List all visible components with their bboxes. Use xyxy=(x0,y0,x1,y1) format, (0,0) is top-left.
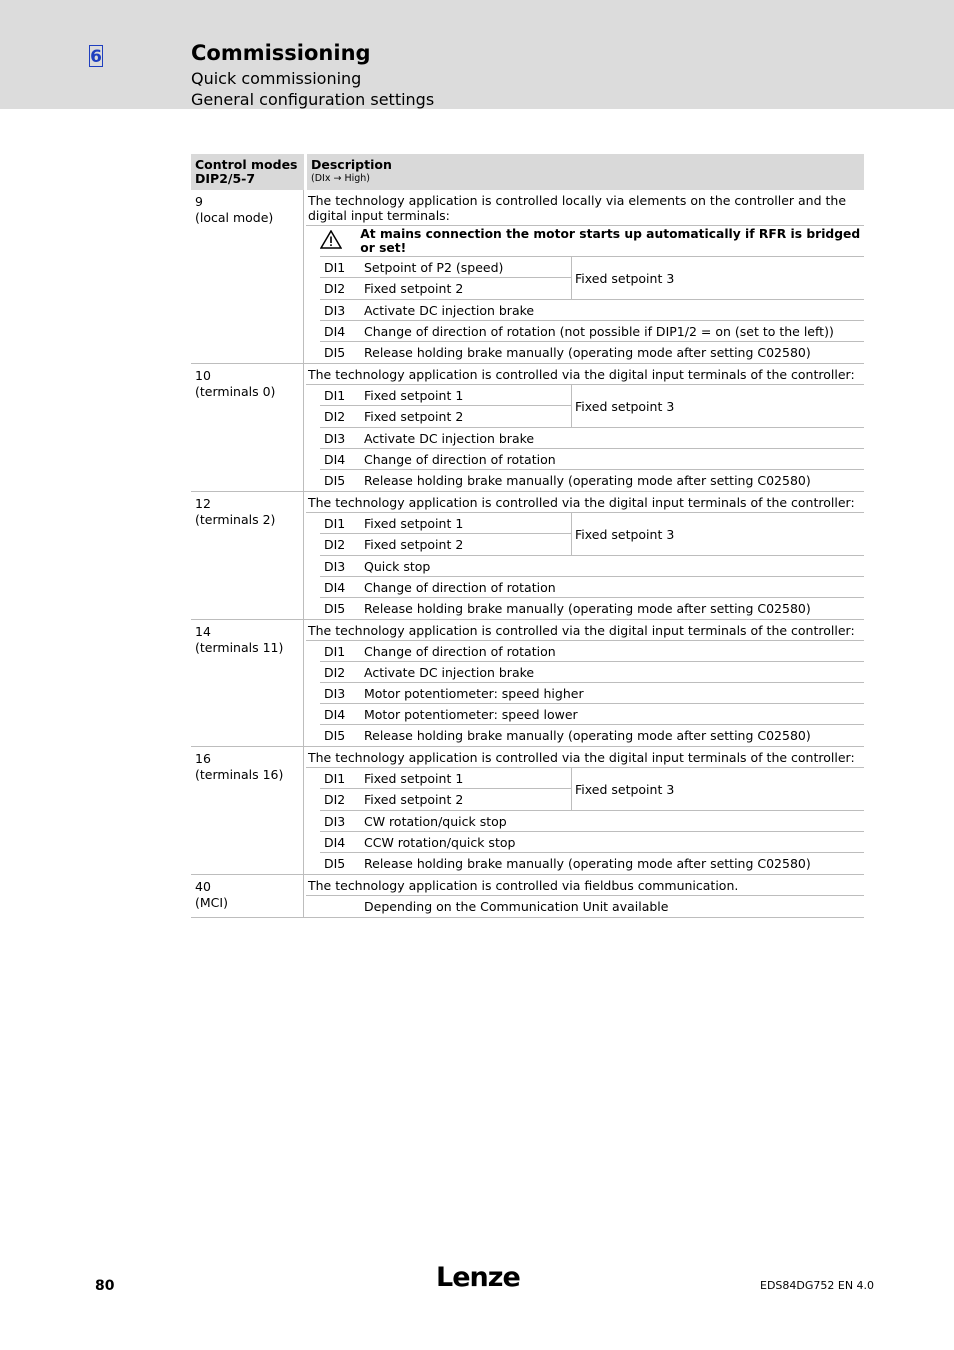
di-row: DI5 Release holding brake manually (operating mode after setting C02580) xyxy=(324,345,811,360)
mode-intro: The technology application is controlled via the digital input terminals of the controller: xyxy=(306,620,864,641)
di-row: DI1 Setpoint of P2 (speed) xyxy=(320,257,571,278)
mode-note: Depending on the Communication Unit available xyxy=(364,899,669,914)
di-row: DI3 Quick stop xyxy=(320,556,864,577)
di-row: DI3 Activate DC injection brake xyxy=(320,428,864,449)
header-description-note: (DIx → High) xyxy=(311,173,370,184)
header-band xyxy=(0,0,954,109)
di-row: DI2 Fixed setpoint 2 xyxy=(324,792,464,807)
combined-function: Fixed setpoint 3 xyxy=(575,526,675,542)
mode-row-terminals-2 xyxy=(191,492,864,620)
page-subtitle-2: General configuration settings xyxy=(191,90,435,109)
combined-function: Fixed setpoint 3 xyxy=(575,398,675,414)
di-row: DI4 Change of direction of rotation xyxy=(320,577,864,598)
di-row: DI3 Activate DC injection brake xyxy=(320,300,864,321)
mode-label: 40 (MCI) xyxy=(191,875,304,917)
header-description: Description (DIx → High) xyxy=(307,154,864,190)
page-subtitle-1: Quick commissioning xyxy=(191,69,362,88)
mode-label: 16 (terminals 16) xyxy=(191,747,304,874)
header-control-modes: Control modes DIP2/5-7 xyxy=(191,154,304,190)
combined-function: Fixed setpoint 3 xyxy=(575,781,675,797)
di-row: DI3 Motor potentiometer: speed higher xyxy=(320,683,864,704)
mode-label: 14 (terminals 11) xyxy=(191,620,304,746)
warning-row xyxy=(320,226,864,257)
page-title: Commissioning xyxy=(191,41,371,65)
mode-row-mci xyxy=(191,875,864,918)
combined-function: Fixed setpoint 3 xyxy=(575,270,675,286)
mode-intro: The technology application is controlled locally via elements on the controller and the digital input terminals: xyxy=(306,190,864,226)
di-row: DI5 Release holding brake manually (operating mode after setting C02580) xyxy=(324,856,811,871)
control-modes-table xyxy=(191,154,864,918)
mode-row-local xyxy=(191,190,864,364)
warning-text: At mains connection the motor starts up automatically if RFR is bridged or set! xyxy=(360,227,861,255)
di-row: DI4 CCW rotation/quick stop xyxy=(320,832,864,853)
di-row: DI4 Change of direction of rotation (not possible if DIP1/2 = on (set to the left)) xyxy=(320,321,864,342)
mode-row-terminals-16 xyxy=(191,747,864,875)
di-row: DI2 Fixed setpoint 2 xyxy=(324,537,464,552)
mode-intro: The technology application is controlled via the digital input terminals of the controller: xyxy=(306,364,864,385)
di-row: DI5 Release holding brake manually (operating mode after setting C02580) xyxy=(324,473,811,488)
chapter-number: 6 xyxy=(90,47,102,67)
mode-intro: The technology application is controlled via the digital input terminals of the controller: xyxy=(306,747,864,768)
mode-label: 9 (local mode) xyxy=(191,190,304,363)
di-row: DI1 Change of direction of rotation xyxy=(320,641,864,662)
mode-intro: The technology application is controlled via fieldbus communication. xyxy=(306,875,864,896)
brand-logo: Lenze xyxy=(436,1262,520,1293)
di-row: DI2 Activate DC injection brake xyxy=(320,662,864,683)
di-row: DI2 Fixed setpoint 2 xyxy=(324,409,464,424)
di-row: DI4 Change of direction of rotation xyxy=(320,449,864,470)
di-row: DI1 Fixed setpoint 1 xyxy=(320,513,571,534)
di-row: DI1 Fixed setpoint 1 xyxy=(320,768,571,789)
mode-intro: The technology application is controlled via the digital input terminals of the controller: xyxy=(306,492,864,513)
mode-label: 12 (terminals 2) xyxy=(191,492,304,619)
page-number: 80 xyxy=(95,1278,115,1294)
document-id: EDS84DG752 EN 4.0 xyxy=(760,1279,875,1292)
di-row: DI3 CW rotation/quick stop xyxy=(320,811,864,832)
mode-row-terminals-0 xyxy=(191,364,864,492)
table-header xyxy=(191,154,864,190)
di-row xyxy=(320,896,864,917)
di-row: DI4 Motor potentiometer: speed lower xyxy=(320,704,864,725)
di-row: DI1 Fixed setpoint 1 xyxy=(320,385,571,406)
mode-label: 10 (terminals 0) xyxy=(191,364,304,491)
di-row: DI2 Fixed setpoint 2 xyxy=(324,281,464,296)
di-row: DI5 Release holding brake manually (operating mode after setting C02580) xyxy=(324,728,811,743)
warning-icon xyxy=(320,230,360,252)
mode-row-terminals-11 xyxy=(191,620,864,747)
di-row: DI5 Release holding brake manually (operating mode after setting C02580) xyxy=(324,601,811,616)
